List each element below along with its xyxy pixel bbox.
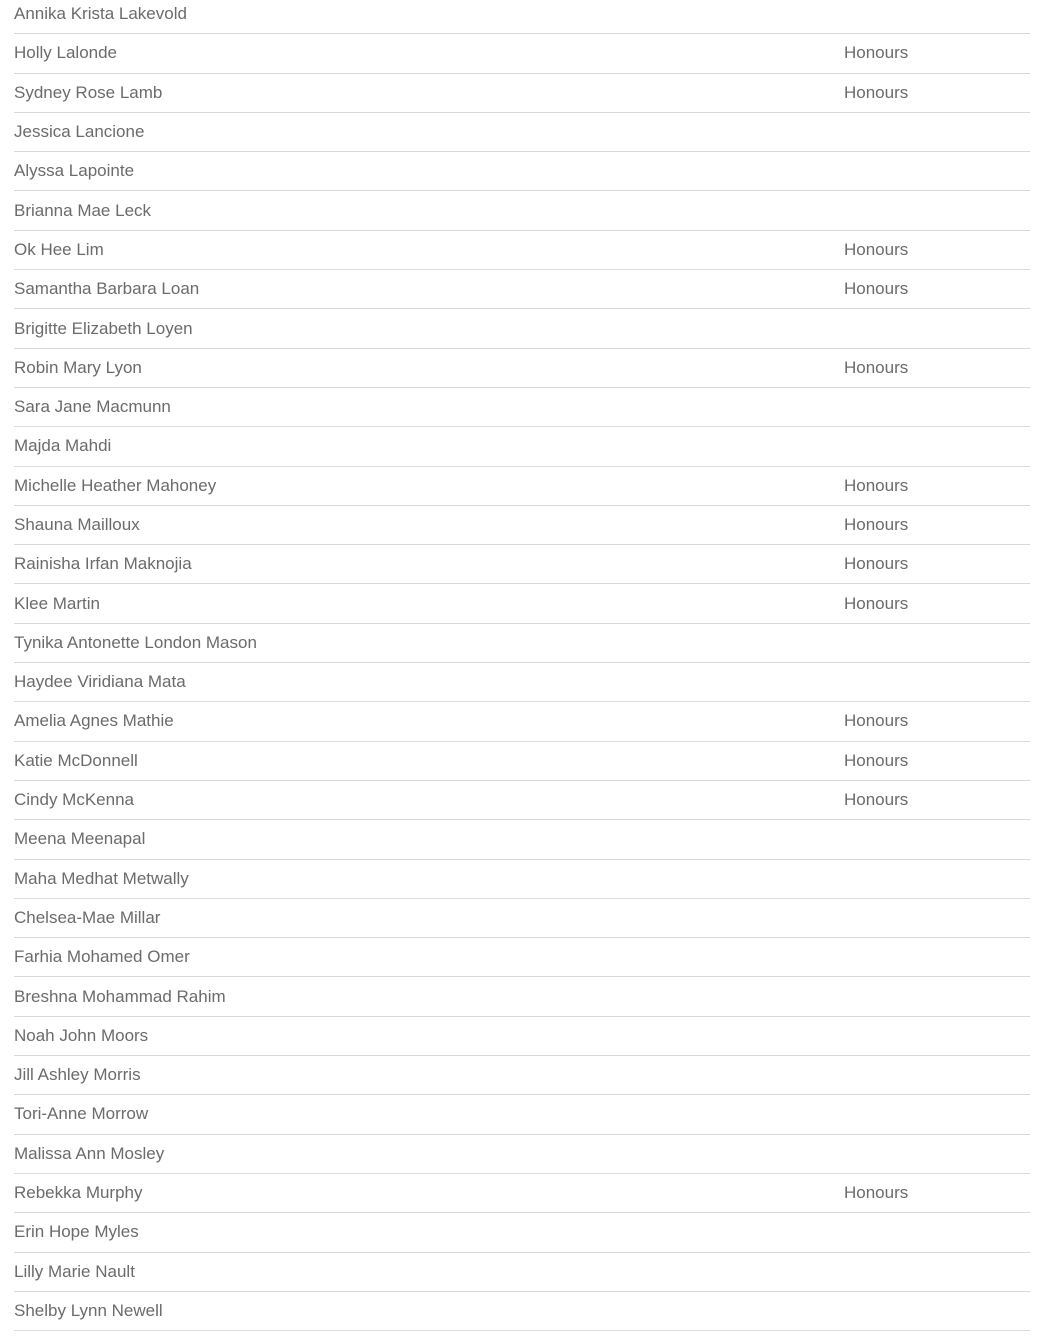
graduate-row bbox=[14, 113, 1030, 152]
graduate-name: Tori-Anne Morrow bbox=[14, 1104, 149, 1124]
graduate-row bbox=[14, 34, 1030, 73]
graduate-row bbox=[14, 1135, 1030, 1174]
graduate-name: Breshna Mohammad Rahim bbox=[14, 986, 226, 1006]
graduate-name: Robin Mary Lyon bbox=[14, 357, 142, 377]
graduate-name: Sara Jane Macmunn bbox=[14, 397, 171, 417]
honours-label: Honours bbox=[844, 357, 909, 377]
honours-label: Honours bbox=[844, 554, 909, 574]
honours-label: Honours bbox=[844, 790, 909, 810]
graduate-row bbox=[14, 506, 1030, 545]
graduate-row bbox=[14, 977, 1030, 1016]
graduate-row bbox=[14, 74, 1030, 113]
graduate-name: Haydee Viridiana Mata bbox=[14, 672, 186, 692]
graduate-name: Ok Hee Lim bbox=[14, 239, 104, 259]
graduate-name: Majda Mahdi bbox=[14, 436, 112, 456]
graduate-name: Noah John Moors bbox=[14, 1025, 149, 1045]
graduate-name: Malissa Ann Mosley bbox=[14, 1143, 165, 1163]
graduate-row bbox=[14, 1292, 1030, 1331]
graduate-name: Maha Medhat Metwally bbox=[14, 868, 189, 888]
honours-label: Honours bbox=[844, 1183, 909, 1203]
graduate-row bbox=[14, 1056, 1030, 1095]
graduate-row bbox=[14, 309, 1030, 348]
graduate-name: Chelsea-Mae Millar bbox=[14, 907, 161, 927]
graduate-name: Shauna Mailloux bbox=[14, 515, 140, 534]
graduate-row bbox=[14, 231, 1030, 270]
graduate-name: Jessica Lancione bbox=[14, 122, 145, 142]
graduate-name: Erin Hope Myles bbox=[14, 1222, 139, 1242]
graduate-row bbox=[14, 467, 1030, 506]
honours-label: Honours bbox=[844, 43, 909, 63]
graduate-name: Cindy McKenna bbox=[14, 790, 135, 810]
graduate-name: Brianna Mae Leck bbox=[14, 200, 152, 220]
graduate-name: Annika Krista Lakevold bbox=[14, 4, 187, 24]
graduate-name: Sydney Rose Lamb bbox=[14, 82, 163, 102]
graduate-row bbox=[14, 860, 1030, 899]
graduate-name: Tynika Antonette London Mason bbox=[14, 632, 257, 652]
graduate-row bbox=[14, 663, 1030, 702]
honours-label: Honours bbox=[844, 475, 909, 495]
graduate-row bbox=[14, 742, 1030, 781]
honours-label: Honours bbox=[844, 711, 909, 731]
graduate-name: Klee Martin bbox=[14, 593, 100, 613]
graduate-name: Michelle Heather Mahoney bbox=[14, 475, 217, 495]
graduate-row bbox=[14, 0, 1030, 34]
graduate-list bbox=[14, 0, 1030, 1331]
honours-label: Honours bbox=[844, 279, 909, 299]
graduate-name: Meena Meenapal bbox=[14, 829, 146, 849]
graduate-row bbox=[14, 1174, 1030, 1213]
graduate-row bbox=[14, 1017, 1030, 1056]
graduate-row bbox=[14, 899, 1030, 938]
graduate-row bbox=[14, 781, 1030, 820]
graduate-row bbox=[14, 349, 1030, 388]
honours-label: Honours bbox=[844, 515, 909, 534]
graduate-row bbox=[14, 624, 1030, 663]
graduate-name: Holly Lalonde bbox=[14, 43, 118, 63]
graduate-row bbox=[14, 152, 1030, 191]
graduate-row bbox=[14, 270, 1030, 309]
graduate-row bbox=[14, 545, 1030, 584]
honours-label: Honours bbox=[844, 82, 909, 102]
graduate-row bbox=[14, 820, 1030, 859]
graduate-name: Jill Ashley Morris bbox=[14, 1065, 141, 1085]
graduate-name: Brigitte Elizabeth Loyen bbox=[14, 318, 193, 338]
graduate-name: Samantha Barbara Loan bbox=[14, 279, 200, 299]
graduate-name: Rebekka Murphy bbox=[14, 1183, 143, 1203]
graduate-name: Shelby Lynn Newell bbox=[14, 1300, 163, 1320]
honours-label: Honours bbox=[844, 239, 909, 259]
graduate-row bbox=[14, 388, 1030, 427]
graduate-row bbox=[14, 427, 1030, 466]
graduate-name: Farhia Mohamed Omer bbox=[14, 947, 190, 967]
honours-label: Honours bbox=[844, 593, 909, 613]
graduate-name: Rainisha Irfan Maknojia bbox=[14, 554, 192, 574]
graduate-name: Lilly Marie Nault bbox=[14, 1261, 135, 1281]
graduate-row bbox=[14, 702, 1030, 741]
graduate-row bbox=[14, 584, 1030, 623]
graduate-row bbox=[14, 1095, 1030, 1134]
graduate-name: Katie McDonnell bbox=[14, 750, 138, 770]
graduate-row bbox=[14, 191, 1030, 230]
honours-label: Honours bbox=[844, 750, 909, 770]
graduate-name: Amelia Agnes Mathie bbox=[14, 711, 174, 731]
graduate-name: Alyssa Lapointe bbox=[14, 161, 135, 181]
graduate-row bbox=[14, 1253, 1030, 1292]
graduate-row bbox=[14, 938, 1030, 977]
graduate-row bbox=[14, 1213, 1030, 1252]
